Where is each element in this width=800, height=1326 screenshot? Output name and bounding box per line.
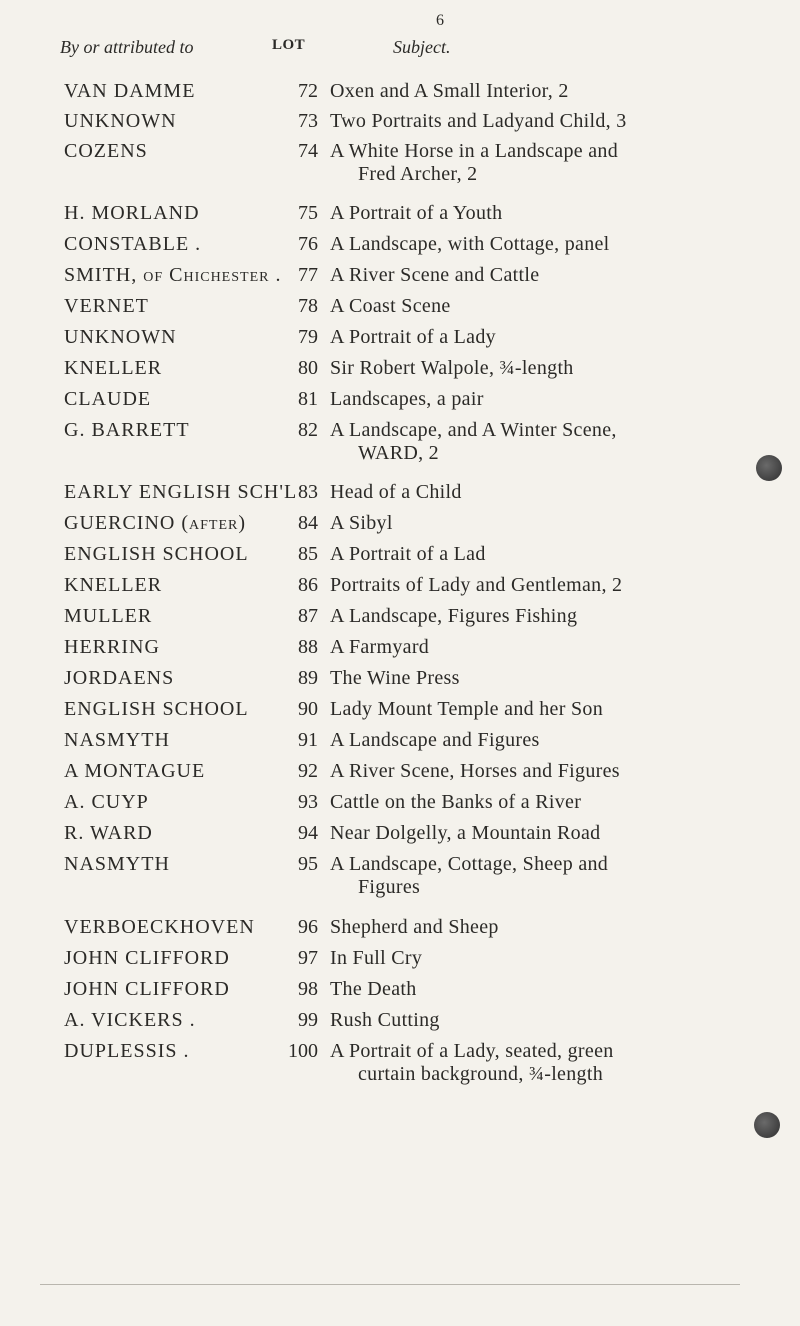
artist-name: VERNET: [64, 295, 149, 317]
lot-number: 79: [298, 326, 318, 348]
bottom-rule: [40, 1284, 740, 1285]
lot-number: 72: [298, 80, 318, 102]
lot-subject: [330, 822, 770, 845]
lot-subject: [330, 574, 770, 597]
subject-line: Portraits of Lady and Gentleman, 2: [330, 574, 623, 596]
subject-line: A Landscape and Figures: [330, 729, 540, 751]
lot-subject: [330, 916, 770, 939]
artist-name: SMITH, of Chichester .: [64, 264, 282, 286]
lot-subject: [330, 202, 770, 225]
subject-line: In Full Cry: [330, 947, 423, 969]
artist-name: A. CUYP: [64, 791, 149, 813]
artist-name: JORDAENS: [64, 667, 175, 689]
column-header-artist: By or attributed to: [60, 37, 194, 57]
artist-name: CLAUDE: [64, 388, 152, 410]
lot-subject: [330, 264, 770, 287]
margin-dot-mark: [754, 1112, 780, 1138]
lot-number: 82: [298, 419, 318, 441]
artist-name: G. BARRETT: [64, 419, 190, 441]
subject-line: Cattle on the Banks of a River: [330, 791, 582, 813]
lot-number: 83: [298, 481, 318, 503]
subject-line: A Coast Scene: [330, 295, 451, 317]
lot-number: 97: [298, 947, 318, 969]
lot-number: 86: [298, 574, 318, 596]
lot-number: 78: [298, 295, 318, 317]
subject-line: Rush Cutting: [330, 1009, 440, 1031]
lot-subject: [330, 295, 770, 318]
lot-subject: [330, 481, 770, 504]
lot-number: 87: [298, 605, 318, 627]
lot-number: 73: [298, 110, 318, 132]
artist-name: NASMYTH: [64, 729, 170, 751]
artist-name: ENGLISH SCHOOL: [64, 698, 249, 720]
lot-number: 84: [298, 512, 318, 534]
lot-subject: [330, 140, 770, 186]
lot-number: 90: [298, 698, 318, 720]
lot-subject: [330, 760, 770, 783]
lot-subject: [330, 80, 770, 103]
lot-subject: [330, 698, 770, 721]
lot-number: 91: [298, 729, 318, 751]
subject-line: Oxen and A Small Interior, 2: [330, 80, 569, 102]
lot-subject: [330, 357, 770, 380]
subject-line: A River Scene and Cattle: [330, 264, 540, 286]
artist-name: VAN DAMME: [64, 80, 196, 102]
lot-number: 77: [298, 264, 318, 286]
artist-name: HERRING: [64, 636, 160, 658]
lot-number: 89: [298, 667, 318, 689]
lot-number: 75: [298, 202, 318, 224]
lot-subject: [330, 729, 770, 752]
subject-line: A Portrait of a Youth: [330, 202, 503, 224]
artist-name: ENGLISH SCHOOL: [64, 543, 249, 565]
subject-line: The Wine Press: [330, 667, 460, 689]
subject-line: WARD, 2: [358, 442, 439, 464]
lot-subject: [330, 947, 770, 970]
subject-line: Near Dolgelly, a Mountain Road: [330, 822, 601, 844]
lot-subject: [330, 978, 770, 1001]
lot-subject: [330, 543, 770, 566]
lot-number: 96: [298, 916, 318, 938]
column-header-lot: LOT: [272, 37, 306, 53]
subject-line: A Sibyl: [330, 512, 393, 534]
subject-line: Figures: [358, 876, 421, 898]
subject-line: A White Horse in a Landscape and: [330, 140, 619, 162]
lot-number: 74: [298, 140, 318, 162]
lot-number: 95: [298, 853, 318, 875]
lot-subject: [330, 388, 770, 411]
lot-subject: [330, 326, 770, 349]
lot-subject: [330, 512, 770, 535]
subject-line: Sir Robert Walpole, ¾-length: [330, 357, 574, 379]
subject-line: curtain background, ¾-length: [358, 1063, 603, 1085]
lot-number: 93: [298, 791, 318, 813]
lot-number: 92: [298, 760, 318, 782]
page-number: 6: [436, 12, 444, 29]
margin-dot-mark: [756, 455, 782, 481]
lot-number: 80: [298, 357, 318, 379]
subject-line: A Portrait of a Lady, seated, green: [330, 1040, 614, 1062]
artist-name: UNKNOWN: [64, 326, 177, 348]
artist-name: DUPLESSIS .: [64, 1040, 190, 1062]
subject-line: A Portrait of a Lady: [330, 326, 496, 348]
subject-line: A River Scene, Horses and Figures: [330, 760, 620, 782]
subject-line: Landscapes, a pair: [330, 388, 484, 410]
lot-number: 88: [298, 636, 318, 658]
artist-name: MULLER: [64, 605, 153, 627]
lot-subject: [330, 1009, 770, 1032]
artist-name: GUERCINO (after): [64, 512, 246, 534]
artist-name: KNELLER: [64, 357, 163, 379]
subject-line: The Death: [330, 978, 417, 1000]
lot-subject: [330, 419, 770, 465]
lot-subject: [330, 667, 770, 690]
lot-subject: [330, 233, 770, 256]
artist-name: A. VICKERS .: [64, 1009, 196, 1031]
lot-subject: [330, 605, 770, 628]
subject-line: A Landscape, and A Winter Scene,: [330, 419, 617, 441]
artist-name: VERBOECKHOVEN: [64, 916, 255, 938]
lot-number: 99: [298, 1009, 318, 1031]
lot-number: 76: [298, 233, 318, 255]
subject-line: A Landscape, with Cottage, panel: [330, 233, 610, 255]
artist-name: COZENS: [64, 140, 148, 162]
subject-line: Fred Archer, 2: [358, 163, 478, 185]
subject-line: Head of a Child: [330, 481, 462, 503]
lot-subject: [330, 791, 770, 814]
artist-name: KNELLER: [64, 574, 163, 596]
lot-subject: [330, 853, 770, 899]
artist-name: UNKNOWN: [64, 110, 177, 132]
lot-subject: [330, 1040, 770, 1086]
artist-name: JOHN CLIFFORD: [64, 947, 230, 969]
artist-name: NASMYTH: [64, 853, 170, 875]
artist-name: R. WARD: [64, 822, 153, 844]
subject-line: A Farmyard: [330, 636, 430, 658]
artist-name: CONSTABLE .: [64, 233, 202, 255]
subject-line: Shepherd and Sheep: [330, 916, 499, 938]
subject-line: Two Portraits and Ladyand Child, 3: [330, 110, 627, 132]
column-header-subject: Subject.: [393, 37, 451, 57]
artist-name: JOHN CLIFFORD: [64, 978, 230, 1000]
artist-name: A MONTAGUE: [64, 760, 206, 782]
lot-subject: [330, 636, 770, 659]
lot-number: 98: [298, 978, 318, 1000]
subject-line: A Landscape, Figures Fishing: [330, 605, 578, 627]
lot-number: 81: [298, 388, 318, 410]
subject-line: A Portrait of a Lad: [330, 543, 486, 565]
lot-number: 85: [298, 543, 318, 565]
lot-number: 94: [298, 822, 318, 844]
lot-number: 100: [288, 1040, 318, 1062]
artist-name: EARLY ENGLISH SCH'L: [64, 481, 298, 503]
artist-name: H. MORLAND: [64, 202, 200, 224]
subject-line: Lady Mount Temple and her Son: [330, 698, 603, 720]
lot-subject: [330, 110, 770, 133]
subject-line: A Landscape, Cottage, Sheep and: [330, 853, 609, 875]
